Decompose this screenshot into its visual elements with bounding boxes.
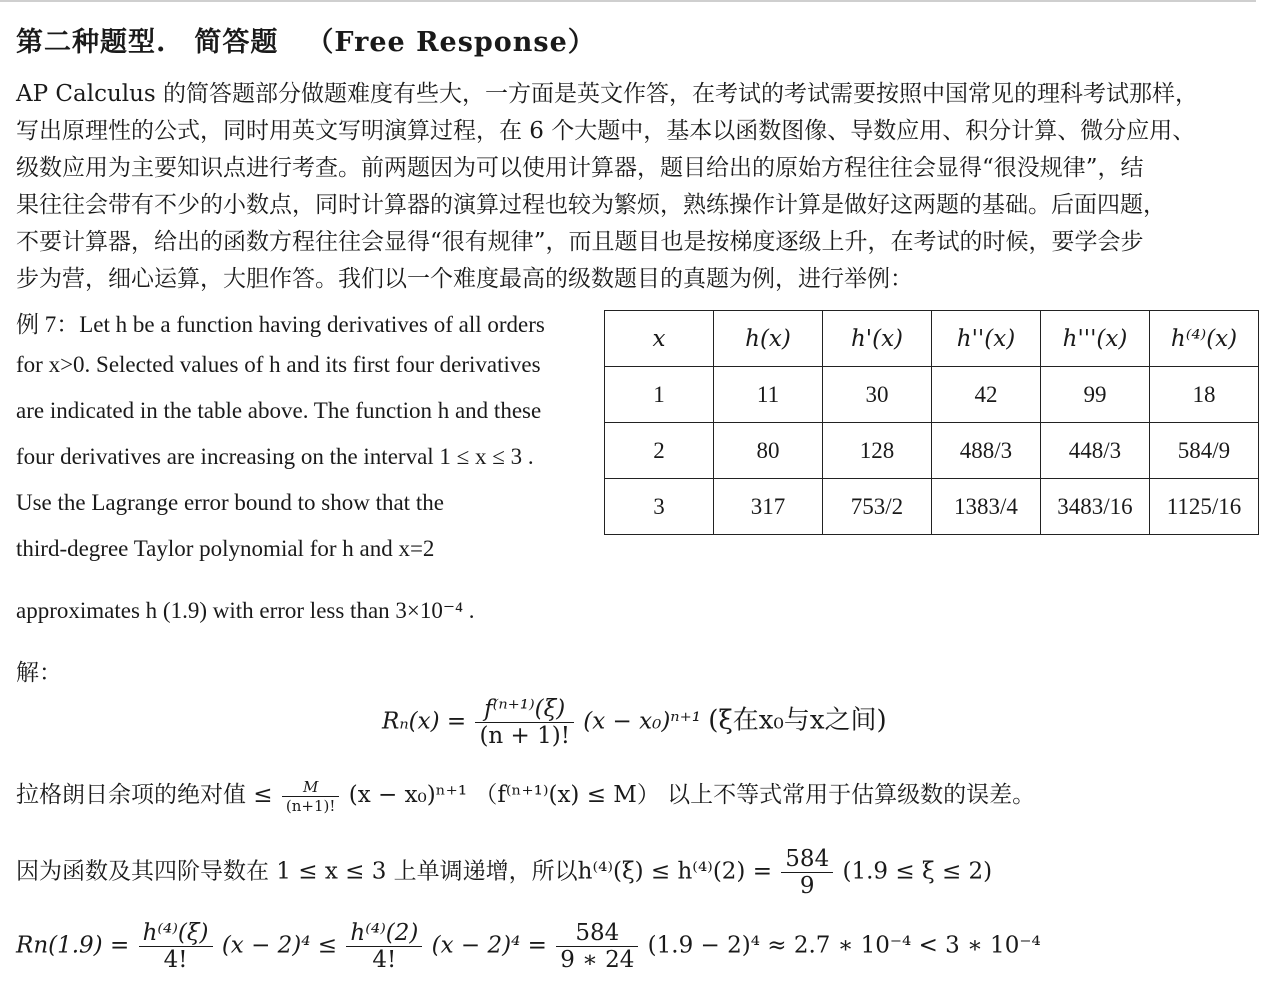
formula-tail: (x − x₀)ⁿ⁺¹ — [583, 708, 701, 735]
intro-line: 不要计算器，给出的函数方程往往会显得“很有规律”，而且题目也是按梯度逐级上升，在考试的时候，要学会步 — [16, 229, 1144, 255]
table-header-cell: h⁽⁴⁾(x) — [1150, 311, 1259, 367]
final-fraction-3 — [556, 920, 638, 973]
example-line: 例 7：Let h be a function having derivatives of all orders — [16, 312, 545, 337]
intro-line: 写出原理性的公式，同时用英文写明演算过程，在 6 个大题中，基本以函数图像、导数应用、积分计算、微分应用、 — [16, 118, 1196, 144]
final-middle-1: (x − 2)⁴ ≤ — [221, 932, 338, 959]
table-header-cell: x — [605, 311, 714, 367]
final-denominator-1: 4! — [163, 947, 188, 973]
intro-line: AP Calculus 的简答题部分做题难度有些大，一方面是英文作答，在考试的考试需要按照中国常见的理科考试那样， — [16, 81, 1199, 107]
mono-numerator: 584 — [781, 846, 833, 873]
table-cell: 317 — [714, 479, 823, 535]
final-computation — [16, 920, 1041, 973]
bound-denominator: (n+1)! — [285, 796, 336, 815]
table-cell: 2 — [605, 423, 714, 479]
final-denominator-3: 9 ∗ 24 — [560, 947, 635, 973]
final-numerator-2: h⁽⁴⁾(2) — [346, 920, 422, 947]
table-row — [605, 423, 1259, 479]
table-cell: 11 — [714, 367, 823, 423]
table-header-row — [605, 311, 1259, 367]
mono-fraction — [781, 846, 833, 899]
formula-denominator: (n + 1)! — [479, 723, 570, 749]
intro-line: 级数应用为主要知识点进行考查。前两题因为可以使用计算器，题目给出的原始方程往往会显得“很没规律”，结 — [16, 155, 1144, 181]
example-line: for x>0. Selected values of h and its first four derivatives — [16, 352, 541, 377]
final-lhs: Rn(1.9) = — [16, 932, 130, 959]
bound-fraction — [282, 778, 340, 815]
mono-text: 因为函数及其四阶导数在 1 ≤ x ≤ 3 上单调递增，所以h⁽⁴⁾(ξ) ≤ h⁽⁴⁾(2) = — [16, 858, 772, 885]
final-numerator-1: h⁽⁴⁾(ξ) — [139, 920, 213, 947]
table-row — [605, 367, 1259, 423]
heading-cn: 第二种题型. 简答题 — [16, 27, 279, 58]
table-cell: 753/2 — [823, 479, 932, 535]
table-cell: 18 — [1150, 367, 1259, 423]
final-denominator-2: 4! — [372, 947, 397, 973]
table-header-cell: h(x) — [714, 311, 823, 367]
section-heading — [16, 20, 596, 59]
table-row — [605, 479, 1259, 535]
table-cell: 128 — [823, 423, 932, 479]
solution-label: 解： — [16, 660, 62, 686]
table-header-cell: h'(x) — [823, 311, 932, 367]
formula-paren: (ξ在x₀与x之间) — [708, 705, 887, 736]
intro-paragraph — [16, 76, 1266, 298]
table-cell: 488/3 — [932, 423, 1041, 479]
table-cell: 30 — [823, 367, 932, 423]
table-cell: 42 — [932, 367, 1041, 423]
formula-lhs: Rₙ(x) = — [382, 708, 467, 735]
remainder-formula — [382, 696, 887, 749]
formula-fraction — [475, 696, 574, 749]
table-header-cell: h'''(x) — [1041, 311, 1150, 367]
example-line: four derivatives are increasing on the interval 1 ≤ x ≤ 3 . — [16, 444, 534, 469]
table-cell: 99 — [1041, 367, 1150, 423]
table-cell: 1125/16 — [1150, 479, 1259, 535]
table-cell: 584/9 — [1150, 423, 1259, 479]
formula-numerator: f⁽ⁿ⁺¹⁾(ξ) — [475, 696, 574, 723]
table-header-cell: h''(x) — [932, 311, 1041, 367]
table-cell: 80 — [714, 423, 823, 479]
final-numerator-3: 584 — [556, 920, 638, 947]
final-fraction-1 — [139, 920, 213, 973]
monotonic-statement — [16, 846, 992, 899]
example-line: third-degree Taylor polynomial for h and x=2 — [16, 536, 435, 561]
intro-line: 步为营，细心运算，大胆作答。我们以一个难度最高的级数题目的真题为例，进行举例： — [16, 266, 913, 292]
bound-text: 拉格朗日余项的绝对值 ≤ — [16, 782, 273, 808]
bound-statement — [16, 776, 1035, 815]
mono-denominator: 9 — [799, 873, 815, 899]
final-middle-2: (x − 2)⁴ = — [431, 932, 547, 959]
bound-numerator: M — [282, 778, 340, 797]
table-cell: 3 — [605, 479, 714, 535]
mono-tail: (1.9 ≤ ξ ≤ 2) — [842, 858, 993, 885]
bound-tail: (x − x₀)ⁿ⁺¹ （f⁽ⁿ⁺¹⁾(x) ≤ M） 以上不等式常用于估算级数的误差。 — [348, 782, 1036, 808]
table-cell: 1383/4 — [932, 479, 1041, 535]
example-line: are indicated in the table above. The function h and these — [16, 398, 542, 423]
example-line: approximates h (1.9) with error less than 3×10⁻⁴ . — [16, 598, 475, 623]
values-table — [604, 310, 1259, 535]
heading-en: （Free Response） — [306, 27, 596, 58]
example-line: Use the Lagrange error bound to show that the — [16, 490, 444, 515]
top-divider — [0, 0, 1256, 2]
table-cell: 3483/16 — [1041, 479, 1150, 535]
final-tail: (1.9 − 2)⁴ ≈ 2.7 ∗ 10⁻⁴ < 3 ∗ 10⁻⁴ — [647, 932, 1041, 959]
table-cell: 448/3 — [1041, 423, 1150, 479]
intro-line: 果往往会带有不少的小数点，同时计算器的演算过程也较为繁烦，熟练操作计算是做好这两题的基础。后面四题， — [16, 192, 1166, 218]
table-cell: 1 — [605, 367, 714, 423]
final-fraction-2 — [346, 920, 422, 973]
